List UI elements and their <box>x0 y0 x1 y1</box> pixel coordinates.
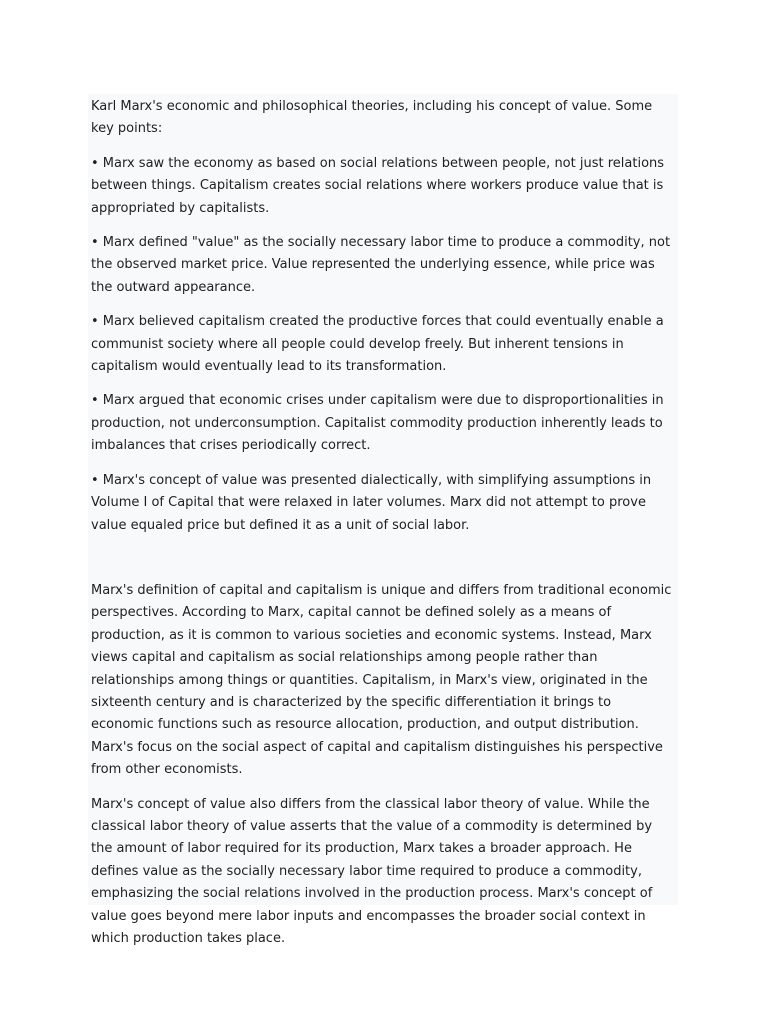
bullet-point: • Marx saw the economy as based on social relations between people, not just relations between things. Capitalism creates social relations where workers produce value that is appropriated by capitalists. <box>91 155 665 216</box>
bullet-point: • Marx's concept of value was presented dialectically, with simplifying assumptions in Volume I of Capital that were relaxed in later volumes. Marx did not attempt to prove value equaled price but defined it as a unit of social labor. <box>91 472 652 533</box>
capital-paragraph: Marx's definition of capital and capitalism is unique and differs from traditional economic perspectives. According to Marx, capital cannot be defined solely as a means of production, as it is common to various societies and economic systems. Instead, Marx views capital and capitalism as social relationships among people rather than relationships among things or quantities. Capitalism, in Marx's view, originated in the sixteenth century and is characterized by the specific differentiation it brings to economic functions such as resource allocation, production, and output distribution. Marx's focus on the social aspect of capital and capitalism distinguishes his perspective from other economists. <box>91 583 672 778</box>
capital-and-value-section <box>88 566 678 947</box>
bullet-point: • Marx argued that economic crises under capitalism were due to disproportionalities in production, not underconsumption. Capitalist commodity production inherently leads to imbalances that crises periodically correct. <box>91 393 664 454</box>
intro-paragraph: Karl Marx's economic and philosophical theories, including his concept of value. Some key points: <box>91 99 653 137</box>
value-paragraph: Marx's concept of value also differs from the classical labor theory of value. While the classical labor theory of value asserts that the value of a commodity is determined by the amount of labor required for its production, Marx takes a broader approach. He defines value as the socially necessary labor time required to produce a commodity, emphasizing the social relations involved in the production process. Marx's concept of value goes beyond mere labor inputs and encompasses the broader social context in which production takes place. <box>91 796 653 947</box>
key-points-section <box>88 94 678 566</box>
bullet-point: • Marx defined "value" as the socially necessary labor time to produce a commodity, not the observed market price. Value represented the underlying essence, while price was the outward appearance. <box>91 235 671 295</box>
bullet-point: • Marx believed capitalism created the productive forces that could eventually enable a communist society where all people could develop freely. But inherent tensions in capitalism would eventually lead to its transformation. <box>91 314 664 375</box>
